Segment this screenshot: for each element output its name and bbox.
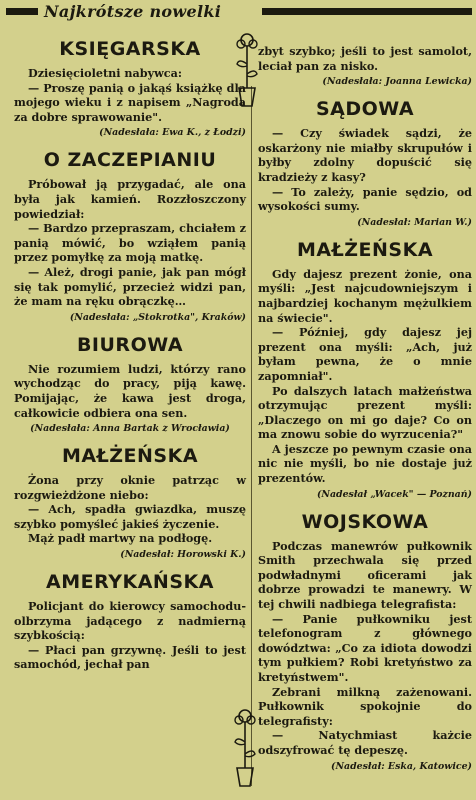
story-title: O ZACZEPIANIU: [43, 149, 217, 172]
story-body: [14, 473, 246, 546]
story-signature: (Nadesłał „Wacek" — Poznań): [316, 488, 472, 500]
story-o-zaczepianiu: [14, 149, 246, 323]
header-rule-right: [262, 8, 472, 15]
story-paragraph: — Czy świadek sądzi, że oskarżony nie miałby skrupułów i byłby zdolny dopuścić się kradzieży z kasy?: [258, 126, 472, 184]
story-body: [14, 66, 246, 124]
story-paragraph: Gdy dajesz prezent żonie, ona myśli: „Jest najcudowniejszym i najbardziej kochanym mężulkiem na świecie".: [258, 266, 472, 325]
story-paragraph: — Ależ, drogi panie, jak pan mógł się tak pomylić, przecież widzi pan, że mam na ręku obrączkę…: [14, 264, 246, 309]
story-signature: (Nadesłał: Horowski K.): [120, 549, 246, 561]
story-paragraph: Żona przy oknie patrząc w rozgwieżdżone niebo:: [14, 473, 246, 502]
story-paragraph: — Później, gdy dajesz jej prezent ona myśli: „Ach, już byłam pewna, że o mnie zapomniał".: [258, 325, 472, 383]
story-paragraph: Nie rozumiem ludzi, którzy rano wychodząc do pracy, piją kawę. Pomijając, że kawa jest droga, całkowicie odbiera ona sen.: [14, 361, 246, 420]
story-body: [258, 267, 472, 486]
flower-pot-ornament-bottom: [230, 706, 260, 790]
story-paragraph: Policjant do kierowcy samochodu-olbrzyma jadącego z nadmierną szybkością:: [14, 599, 246, 643]
story-title: WOJSKOWA: [301, 510, 429, 533]
header-rule-left: [6, 8, 38, 15]
story-amerykanska: [14, 571, 246, 672]
story-paragraph: Mąż padł martwy na podłogę.: [28, 531, 213, 546]
story-title: MAŁŻEŃSKA: [296, 238, 434, 261]
story-malzenska-left: [14, 445, 246, 561]
story-signature: (Nadesłała: Ewa K., z Łodzi): [99, 127, 246, 139]
story-title: BIUROWA: [76, 333, 184, 356]
story-body: [258, 44, 472, 73]
story-signature: (Nadesłała: Joanna Lewicka): [322, 76, 472, 88]
story-paragraph: Po dalszych latach małżeństwa otrzymując prezent myśli: „Dlaczego on mi go daje? Co on ma znowu sobie do wyrzucenia?": [258, 383, 472, 442]
story-title: MAŁŻEŃSKA: [61, 445, 199, 468]
story-paragraph: — Proszę panią o jakąś książkę dla mojego wieku i z napisem „Nagroda za dobre sprawowanie".: [14, 80, 246, 124]
story-sadowa: [258, 98, 472, 229]
story-paragraph: Podczas manewrów pułkownik Smith przechwala się przed podwładnymi oficerami jak dobrze prowadzi te manewry. W tej chwili nadbiega telegrafista:: [258, 538, 472, 612]
story-paragraph: — To zależy, panie sędzio, od wysokości sumy.: [258, 184, 472, 214]
story-title: AMERYKAŃSKA: [46, 571, 214, 594]
story-body: [14, 599, 246, 672]
story-paragraph: — Natychmiast każcie odszyfrować tę depeszę.: [258, 728, 472, 757]
story-body: [258, 539, 472, 758]
story-paragraph: — Panie pułkowniku jest telefonogram z głównego dowództwa: „Co za idiota dowodzi tym pułkiem? Robi kretyństwo za kretyństwem".: [258, 611, 472, 684]
section-title: Najkrótsze nowelki: [44, 2, 222, 21]
flower-pot-ornament-top: [232, 30, 262, 110]
story-paragraph: — Bardzo przepraszam, chciałem z panią mówić, bo wziąłem panią przez pomyłkę za moją matkę.: [14, 221, 246, 265]
story-signature: (Nadesłała: Anna Bartak z Wrocławia): [30, 423, 230, 435]
right-column: [258, 44, 472, 783]
left-column: [14, 36, 246, 682]
story-malzenska-right: [258, 239, 472, 501]
story-ksiegarska: [14, 38, 246, 139]
story-amerykanska-continued: [258, 44, 472, 88]
story-paragraph: Próbował ją przygadać, ale ona była jak kamień. Rozzłoszczony powiedział:: [14, 177, 246, 221]
story-signature: (Nadesłał: Eska, Katowice): [331, 760, 472, 772]
story-body: [258, 126, 472, 214]
story-signature: (Nadesłał: Marian W.): [357, 216, 472, 228]
story-biurowa: [14, 334, 246, 435]
column-divider: [251, 86, 252, 786]
story-paragraph: Zebrani milkną zażenowani. Pułkownik spokojnie do telegrafisty:: [258, 684, 472, 728]
story-paragraph: zbyt szybko; jeśli to jest samolot, leciał pan za nisko.: [258, 44, 472, 73]
story-body: [14, 177, 246, 308]
story-title: KSIĘGARSKA: [59, 38, 201, 60]
story-paragraph: — Płaci pan grzywnę. Jeśli to jest samochód, jechał pan: [14, 642, 246, 672]
story-wojskowa: [258, 511, 472, 773]
story-paragraph: — Ach, spadła gwiazdka, muszę szybko pomyśleć jakieś życzenie.: [14, 502, 246, 531]
story-body: [14, 362, 246, 420]
story-title: SĄDOWA: [315, 98, 415, 121]
story-paragraph: Dziesięcioletni nabywca:: [28, 66, 182, 80]
story-paragraph: A jeszcze po pewnym czasie ona nic nie myśli, bo nie dostaje już prezentów.: [258, 441, 472, 486]
story-signature: (Nadesłała: „Stokrotka", Kraków): [69, 311, 246, 323]
